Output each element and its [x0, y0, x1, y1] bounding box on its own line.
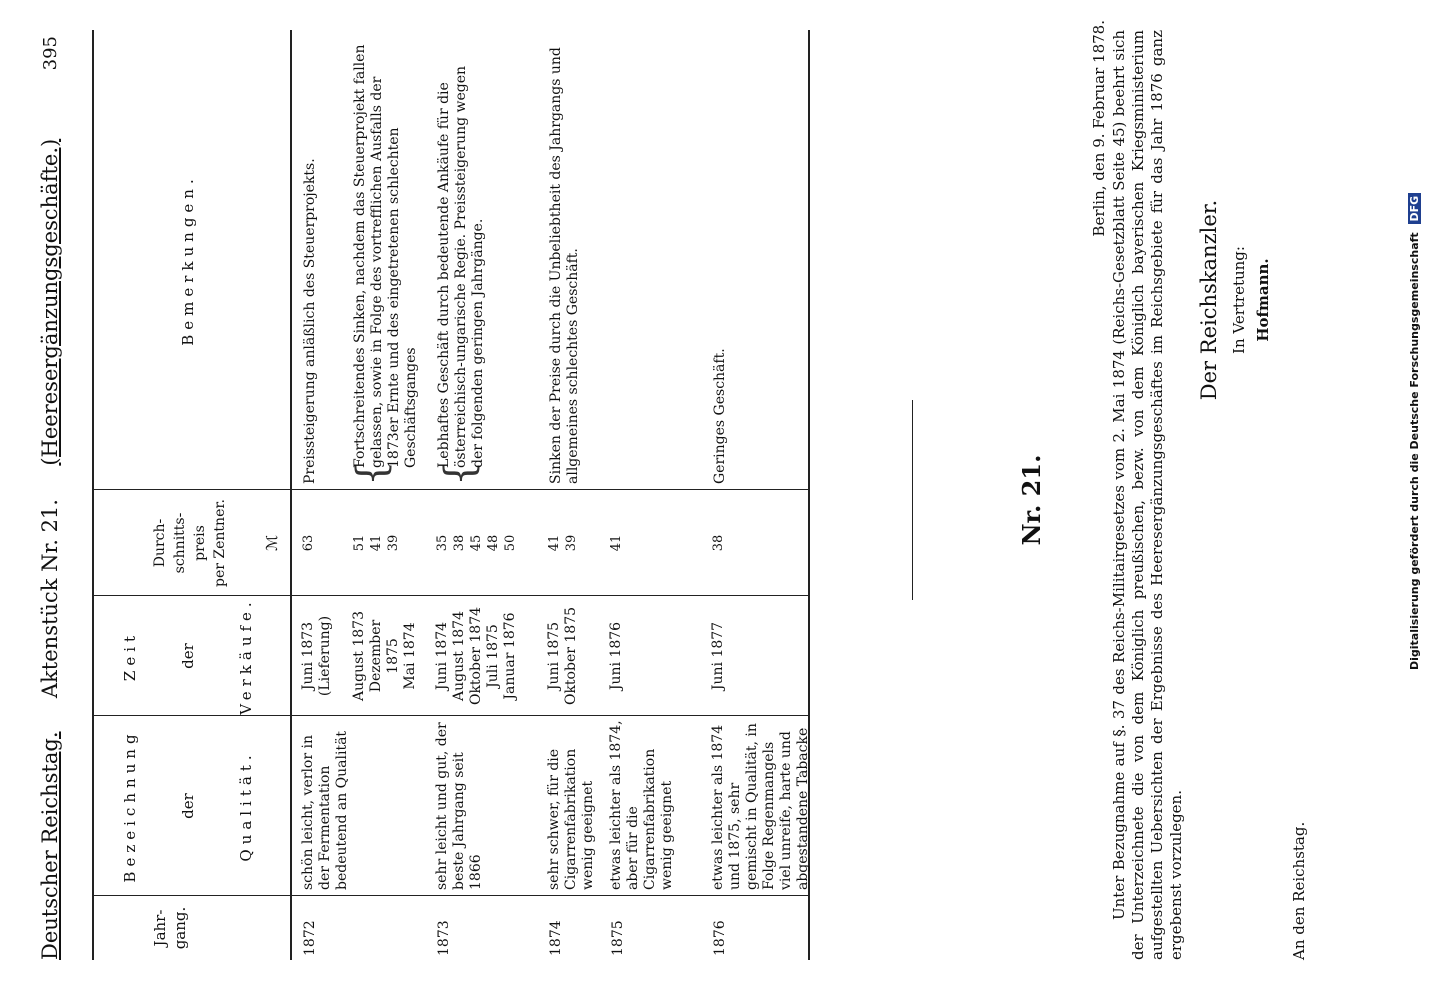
row-1872-remark-1: Preissteigerung anläßlich des Steuerprojekts.: [302, 158, 318, 484]
row-1874-year: 1874: [548, 920, 564, 956]
time: Oktober 1875: [563, 606, 579, 706]
time: Juni 1877: [710, 621, 726, 691]
row-1874-times: [546, 600, 580, 712]
time: Juni 1876: [608, 621, 624, 691]
row-1873-year: 1873: [436, 920, 452, 956]
row-1874-prices: [546, 523, 580, 563]
table-header-rule: [290, 30, 292, 960]
col-divider-1: [92, 895, 808, 896]
header-middle: Aktenstück Nr. 21.: [38, 499, 62, 699]
row-1875-times: [608, 600, 625, 712]
brace-icon: {: [437, 460, 483, 486]
header-time-2: der: [179, 643, 197, 669]
header-time-3: Verkäufe.: [237, 597, 255, 715]
header-remarks: Bemerkungen.: [179, 174, 197, 346]
price: 39: [386, 534, 401, 552]
signature-name: Hofmann.: [1254, 258, 1272, 342]
dfg-credit-text: Digitalisierung gefördert durch die Deutsche Forschungsgemeinschaft: [1408, 232, 1421, 670]
price: 50: [503, 534, 518, 552]
time: Januar 1876: [502, 612, 518, 700]
row-1875-year: 1875: [610, 920, 626, 956]
row-1876-remark: Geringes Geschäft.: [712, 348, 728, 484]
document-number: Nr. 21.: [1017, 454, 1046, 546]
header-right: (Heeresergänzungsgeschäfte.): [38, 138, 62, 466]
brace-icon: {: [349, 460, 395, 486]
address: An den Reichstag.: [1290, 821, 1308, 960]
row-1872-remark-2: Fortschreitendes Sinken, nachdem das Steuerprojekt fallen gelassen, sowie in Folge des vortrefflichen Ausfalls der 1873er Ernte und des eingetretenen schlechten Geschäftsganges: [352, 44, 419, 468]
price: 38: [711, 534, 726, 552]
row-1872-quality: schön leicht, verlor in der Fermentation bedeutend an Qualität: [300, 730, 350, 890]
dfg-credit: [1408, 193, 1421, 670]
row-1873-times: [434, 600, 519, 712]
time: (Lieferung): [317, 615, 333, 697]
separator-rule: [912, 400, 913, 600]
date-line: Berlin, den 9. Februar 1878.: [1090, 20, 1108, 237]
price: 35: [435, 534, 450, 552]
row-1876-year: 1876: [712, 920, 728, 956]
time: Juni 1874: [434, 621, 450, 691]
header-quality-3: Qualität.: [237, 750, 255, 862]
time: Oktober 1874: [468, 606, 484, 706]
time: Dezember 1875: [368, 619, 401, 693]
price: 51: [352, 534, 367, 552]
header-quality-1: Bezeichnung: [121, 729, 139, 883]
page-header: [38, 30, 62, 960]
row-1875-prices: [608, 523, 625, 563]
price: 39: [564, 534, 579, 552]
time: Juli 1875: [485, 624, 501, 688]
col-divider-2: [92, 715, 808, 716]
time: Juni 1873: [300, 621, 316, 691]
price: 63: [301, 534, 316, 552]
row-1875-quality: etwas leichter als 1874, aber für die Cigarrenfabrikation wenig geeignet: [608, 720, 675, 890]
header-year: Jahr- gang.: [151, 906, 189, 950]
signature-title: Der Reichskanzler.: [1197, 199, 1221, 401]
row-1873-quality: sehr leicht und gut, der beste Jahrgang seit 1866: [434, 722, 484, 890]
table-top-rule: [92, 30, 94, 960]
price: 41: [547, 534, 562, 552]
price: 41: [609, 534, 624, 552]
price: 41: [369, 534, 384, 552]
header-price: Durch- schnitts- preis per Zentner.: [152, 499, 228, 587]
row-1876-quality: etwas leichter als 1874 und 1875, sehr gemischt in Qualität, in Folge Regenmangels viel unreife, harte und abgestandene Tabacke: [710, 723, 811, 890]
time: August 1874: [451, 611, 467, 701]
signature-sub: In Vertretung:: [1230, 246, 1248, 354]
price: 45: [469, 534, 484, 552]
row-1872-times: [300, 600, 419, 712]
price: 48: [486, 534, 501, 552]
row-1876-times: [710, 600, 727, 712]
row-1873-remark: Lebhaftes Geschäft durch bedeutende Ankäufe für die österreichisch-ungarische Regie. Preissteigerung wegen der folgenden geringen Jahrgänge.: [436, 65, 486, 468]
price: 38: [452, 534, 467, 552]
row-1873-prices: [434, 523, 519, 563]
time: Juni 1875: [546, 621, 562, 691]
header-quality-2: der: [179, 793, 197, 819]
time: August 1873: [351, 611, 367, 701]
dfg-logo-icon: DFG: [1408, 193, 1421, 225]
row-1872-year: 1872: [302, 920, 318, 956]
row-1872-prices: [300, 523, 402, 563]
row-1874-quality: sehr schwer, für die Cigarrenfabrikation wenig geeignet: [546, 748, 596, 890]
row-1874-remark: Sinken der Preise durch die Unbeliebtheit des Jahrgangs und allgemeines schlechtes Geschäft.: [548, 47, 581, 484]
header-price-unit: ℳ: [263, 534, 281, 552]
time: Mai 1874: [402, 622, 418, 690]
letter-body: Unter Bezugnahme auf §. 37 des Reichs-Militairgesetzes vom 2. Mai 1874 (Reichs-Gesetzblatt Seite 45) beehrt sich der Unterzeichnete die von dem Königlich preußischen, bezw. von dem Königlich bayerischen Kriegsministerium aufgestellten Uebersichten der Ergebnisse des Heeresergänzungsgeschäftes im Reichsgebiete für das Jahr 1876 ganz ergebenst vorzulegen.: [1110, 30, 1185, 960]
page-number: 395: [40, 36, 61, 71]
row-1876-prices: [710, 523, 727, 563]
header-time-1: Zeit: [121, 630, 139, 682]
header-left: Deutscher Reichstag.: [38, 731, 62, 960]
